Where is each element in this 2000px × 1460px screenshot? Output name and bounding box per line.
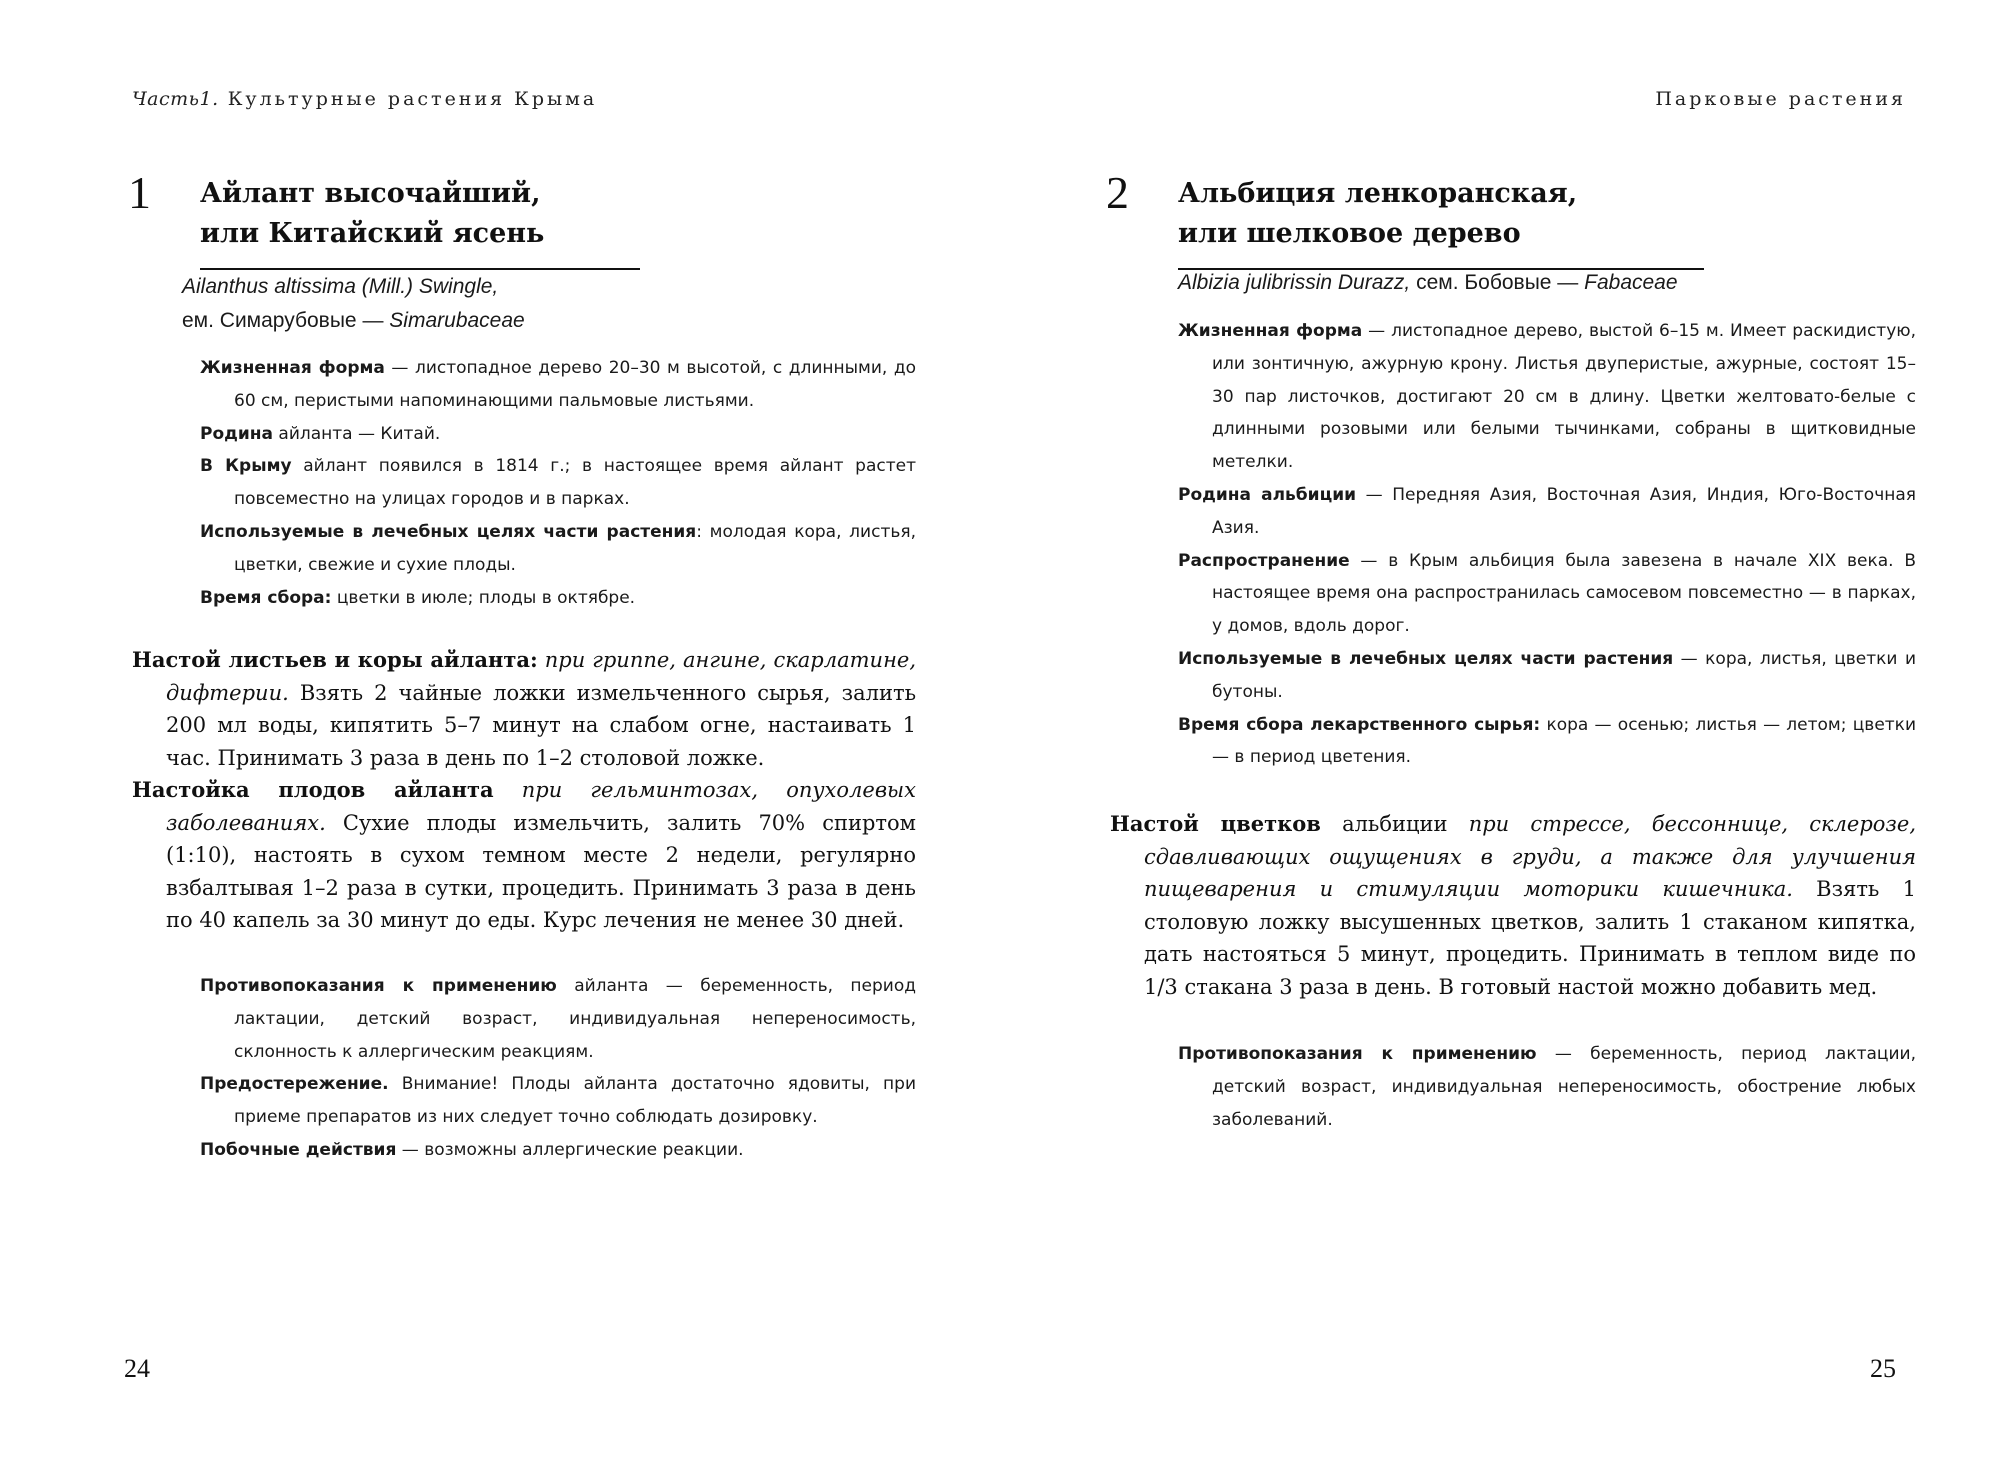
page-number: 24 (124, 1354, 150, 1383)
fact-item (200, 516, 916, 582)
recipe-label: Настой цветков (1110, 811, 1321, 836)
fact-label: Жизненная форма (200, 358, 385, 378)
recipe-item (132, 644, 916, 774)
running-head-left (132, 88, 597, 110)
entry-title-line: или шелковое дерево (1178, 218, 1521, 249)
fact-item (200, 450, 916, 516)
recipe-item (1110, 808, 1916, 1003)
fact-text: — кора, листья, цветки и бутоны. (1212, 648, 1917, 702)
fact-item (1178, 709, 1916, 775)
running-head-part: Часть1. (132, 88, 219, 110)
running-head-title: Парковые растения (1655, 88, 1906, 110)
fact-text: — в Крым альбиция была завезена в начале XIX века. В настоящее время она распространилась самосевом повсеместно — в парках, у домов, вдоль дорог. (1212, 550, 1916, 637)
fact-label: В Крыму (200, 456, 292, 477)
caution-label: Предостережение. (200, 1074, 389, 1095)
fact-item (200, 352, 916, 418)
entry-number: 1 (128, 167, 151, 218)
running-head-title: Культурные растения Крыма (227, 88, 598, 110)
entry-title-line: или Китайский ясень (200, 218, 545, 249)
fact-text: айланта — Китай. (273, 423, 441, 444)
family-name (182, 304, 782, 338)
caution-text: айланта — беременность, период лактации, детский возраст, индивидуальная непереносимость, склонность к аллергическим реакциям. (234, 976, 916, 1062)
plant-facts (1178, 315, 1916, 774)
running-head-right (1655, 88, 1906, 110)
caution-text: — возможны аллергические реакции. (396, 1139, 744, 1160)
family-latin: Simarubaceae (389, 309, 525, 332)
latin-name: Albizia julibrissin Durazz, (1178, 271, 1411, 294)
entry-title (1178, 174, 1704, 270)
latin-name: Ailanthus altissima (Mill.) Swingle, (182, 275, 499, 298)
fact-label: Используемые в лечебных целях части растения (1178, 648, 1674, 669)
recipe-indication: при гельминтозах, опухолевых заболеваниях. (166, 778, 916, 835)
entry-number: 2 (1106, 167, 1129, 218)
fact-item (200, 418, 916, 451)
fact-item (200, 582, 916, 615)
family-prefix: ем. Симарубовые — (182, 309, 390, 332)
fact-item (1178, 643, 1916, 709)
recipe-item (132, 774, 916, 937)
recipes (1110, 808, 1916, 1003)
plant-facts (200, 352, 916, 614)
entry-title (200, 174, 640, 270)
caution-label: Противопоказания к применению (1178, 1044, 1537, 1064)
fact-label: Родина альбиции (1178, 484, 1357, 505)
recipes (132, 644, 916, 937)
family-prefix: сем. Бобовые — (1410, 271, 1585, 294)
page-number: 25 (1870, 1354, 1896, 1383)
fact-label: Время сбора: (200, 587, 332, 608)
fact-item (1178, 545, 1916, 643)
botanical-name (1178, 266, 1898, 300)
recipe-plain: альбиции (1320, 812, 1469, 836)
fact-label: Время сбора лекарственного сырья: (1178, 714, 1541, 735)
cautions (200, 970, 916, 1167)
fact-text: кора — осенью; листья — летом; цветки — в период цветения. (1212, 714, 1916, 768)
caution-label: Побочные действия (200, 1139, 397, 1160)
fact-text: : молодая кора, листья, цветки, свежие и сухие плоды. (234, 521, 916, 575)
family-latin: Fabaceae (1584, 271, 1678, 294)
recipe-label: Настой листьев и коры айланта: (132, 647, 538, 672)
recipe-text: Сухие плоды измельчить, залить 70% спиртом (1:10), настоять в сухом темном месте 2 недели, регулярно взбалтывая 1–2 раза в сутки, процедить. Принимать 3 раза в день по 40 капель за 30 минут до еды. Курс лечения не менее 30 дней. (166, 810, 916, 932)
caution-text: Внимание! Плоды айланта достаточно ядовиты, при приеме препаратов из них следует точно соблюдать дозировку. (234, 1074, 916, 1128)
recipe-text: Взять 1 столовую ложку высушенных цветков, залить 1 стаканом кипятка, дать настояться 5 минут, процедить. Принимать в теплом виде по 1/3 стакана 3 раза в день. В готовый настой можно добавить мед. (1144, 877, 1916, 999)
fact-item (1178, 479, 1916, 545)
fact-text: — Передняя Азия, Восточная Азия, Индия, Юго-Восточная Азия. (1212, 484, 1916, 538)
recipe-text: Взять 2 чайные ложки измельченного сырья, залить 200 мл воды, кипятить 5–7 минут на слабом огне, настаивать 1 час. Принимать 3 раза в день по 1–2 столовой ложке. (166, 680, 916, 770)
fact-text: цветки в июле; плоды в октябре. (331, 587, 636, 608)
recipe-label: Настойка плодов айланта (132, 777, 494, 802)
cautions (1178, 1038, 1916, 1136)
caution-label: Противопоказания к применению (200, 976, 557, 996)
entry-title-line: Альбиция ленкоранская, (1178, 178, 1578, 209)
fact-label: Используемые в лечебных целях части растения (200, 521, 697, 542)
caution-item (200, 970, 916, 1068)
caution-item (200, 1068, 916, 1134)
fact-label: Родина (200, 423, 273, 444)
fact-label: Жизненная форма (1178, 321, 1363, 341)
recipe-indication: при стрессе, бессоннице, склерозе, сдавливающих ощущениях в груди, а также для улучшения пищеварения и стимуляции моторики кишечника. (1144, 812, 1916, 901)
fact-label: Распространение (1178, 550, 1350, 571)
entry-title-line: Айлант высочайший, (200, 178, 541, 209)
botanical-name (182, 270, 782, 338)
caution-text: — беременность, период лактации, детский возраст, индивидуальная непереносимость, обострение любых заболеваний. (1212, 1044, 1916, 1130)
caution-item (1178, 1038, 1916, 1136)
fact-item (1178, 315, 1916, 479)
fact-text: айлант появился в 1814 г.; в настоящее время айлант растет повсеместно на улицах городов и в парках. (234, 456, 916, 510)
fact-text: — листопадное дерево, выстой 6–15 м. Имеет раскидистую, или зонтичную, ажурную крону. Листья двуперистые, ажурные, состоят 15–30 пар листочков, достигают 20 см в длину. Цветки желтовато-белые с длинными розовыми или белыми тычинками, собраны в щитковидные метелки. (1212, 321, 1916, 473)
right-page (1000, 0, 2000, 1460)
recipe-indication: при гриппе, ангине, скарлатине, дифтерии. (166, 648, 916, 705)
caution-item (200, 1134, 916, 1167)
fact-text: — листопадное дерево 20–30 м высотой, с длинными, до 60 см, перистыми напоминающими пальмовые листьями. (234, 358, 916, 411)
